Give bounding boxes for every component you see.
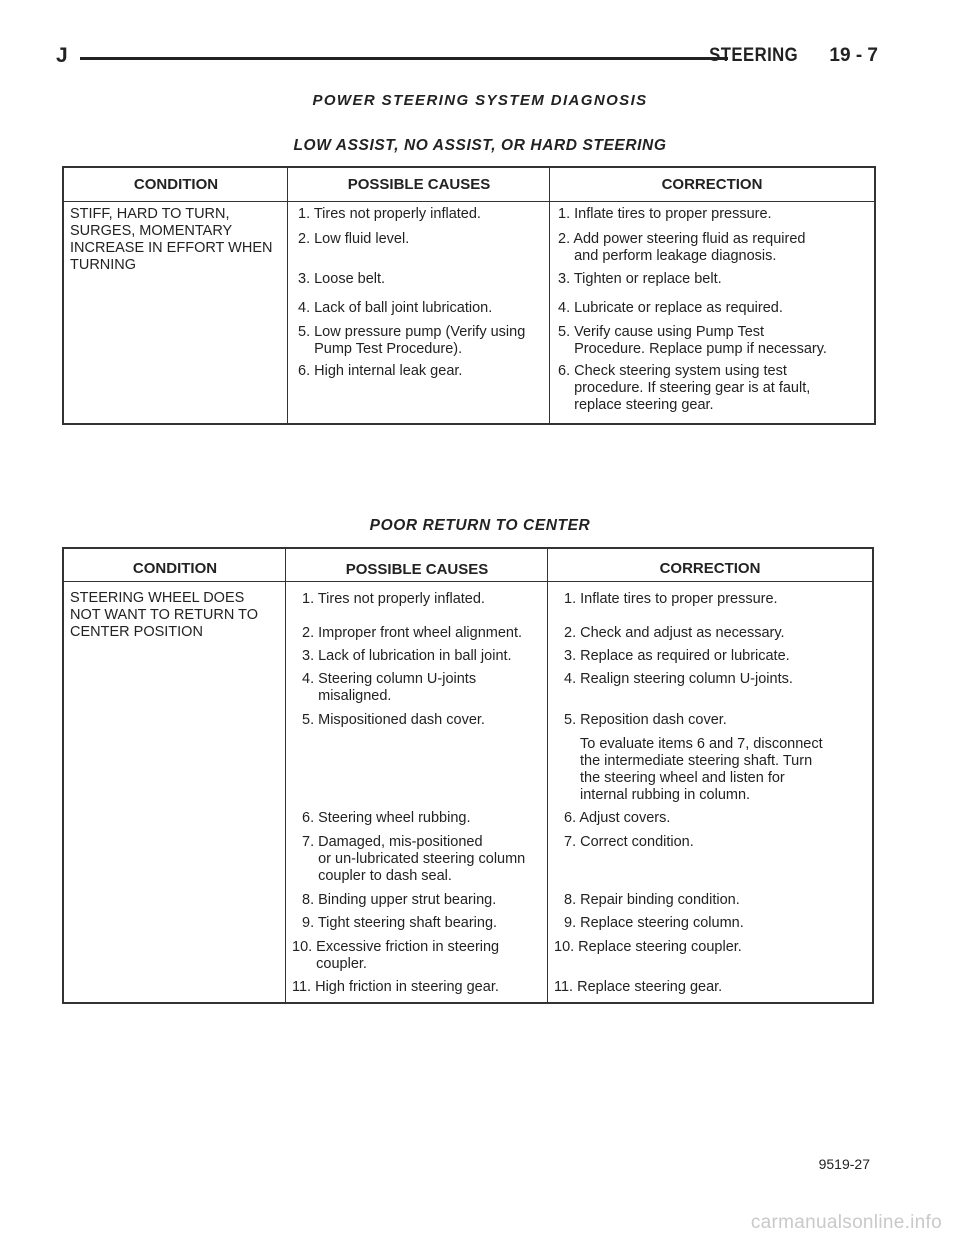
table1-header-causes: POSSIBLE CAUSES bbox=[347, 176, 491, 193]
table1-divider bbox=[287, 168, 288, 423]
table2-correction-3: 3. Replace as required or lubricate. bbox=[564, 648, 790, 664]
table2-header-rule bbox=[64, 581, 872, 582]
section-letter: J bbox=[56, 44, 68, 67]
table2-cause-5: 5. Mispositioned dash cover. bbox=[302, 712, 485, 728]
table1-correction-2: 2. Add power steering fluid as required and perform leakage diagnosis. bbox=[558, 231, 806, 264]
page-title: POWER STEERING SYSTEM DIAGNOSIS bbox=[312, 92, 648, 109]
table1 bbox=[62, 166, 876, 425]
page-header bbox=[56, 44, 878, 74]
table2-correction-1: 1. Inflate tires to proper pressure. bbox=[564, 591, 778, 607]
table2-cause-3: 3. Lack of lubrication in ball joint. bbox=[302, 648, 512, 664]
table2-divider bbox=[285, 549, 286, 1002]
table2-cause-10: 10. Excessive friction in steering coupler. bbox=[292, 939, 500, 972]
table1-cause-2: 2. Low fluid level. bbox=[298, 231, 410, 247]
table2-cause-1: 1. Tires not properly inflated. bbox=[302, 591, 485, 607]
table1-correction-3: 3. Tighten or replace belt. bbox=[558, 271, 722, 287]
table1-cause-5: 5. Low pressure pump (Verify using Pump Test Procedure). bbox=[298, 324, 526, 357]
table2-cause-9: 9. Tight steering shaft bearing. bbox=[302, 915, 498, 931]
table2-cause-4: 4. Steering column U-joints misaligned. bbox=[302, 671, 477, 704]
table2-header-correction: CORRECTION bbox=[659, 560, 761, 577]
table2-correction-10: 10. Replace steering coupler. bbox=[554, 939, 742, 955]
table1-title: LOW ASSIST, NO ASSIST, OR HARD STEERING bbox=[293, 137, 667, 154]
table1-correction-5: 5. Verify cause using Pump Test Procedure. Replace pump if necessary. bbox=[558, 324, 827, 357]
table2-correction-2: 2. Check and adjust as necessary. bbox=[564, 625, 785, 641]
table1-header-correction: CORRECTION bbox=[661, 176, 763, 193]
table1-header-condition: CONDITION bbox=[133, 176, 219, 193]
table2-header-causes: POSSIBLE CAUSES bbox=[345, 561, 489, 578]
table1-correction-4: 4. Lubricate or replace as required. bbox=[558, 300, 783, 316]
header-rule bbox=[80, 57, 728, 60]
table1-correction-1: 1. Inflate tires to proper pressure. bbox=[558, 206, 772, 222]
table2-correction-5: 5. Reposition dash cover. bbox=[564, 712, 727, 728]
table1-header-rule bbox=[64, 201, 874, 202]
table1-cause-1: 1. Tires not properly inflated. bbox=[298, 206, 481, 222]
table1-cause-6: 6. High internal leak gear. bbox=[298, 363, 463, 379]
table2-cause-7: 7. Damaged, mis-positioned or un-lubricated steering column coupler to dash seal. bbox=[302, 834, 526, 884]
table2-divider bbox=[547, 549, 548, 1002]
table1-divider bbox=[549, 168, 550, 423]
table2-header-condition: CONDITION bbox=[132, 560, 218, 577]
section-name: STEERING bbox=[709, 45, 798, 66]
table2-cause-6: 6. Steering wheel rubbing. bbox=[302, 810, 471, 826]
table1-condition: STIFF, HARD TO TURN, SURGES, MOMENTARY INCREASE IN EFFORT WHEN TURNING bbox=[70, 206, 273, 273]
table1-cause-3: 3. Loose belt. bbox=[298, 271, 386, 287]
figure-code: 9519-27 bbox=[818, 1156, 870, 1172]
table1-correction-6: 6. Check steering system using test procedure. If steering gear is at fault, replace steering gear. bbox=[558, 363, 811, 413]
table2-cause-11: 11. High friction in steering gear. bbox=[292, 979, 499, 995]
table2-cause-2: 2. Improper front wheel alignment. bbox=[302, 625, 523, 641]
table2-evaluation-note: To evaluate items 6 and 7, disconnect the intermediate steering shaft. Turn the steering wheel and listen for internal rubbing in column. bbox=[580, 736, 823, 803]
page-number: 19 - 7 bbox=[829, 45, 878, 66]
table2-condition: STEERING WHEEL DOES NOT WANT TO RETURN TO CENTER POSITION bbox=[70, 590, 258, 640]
table2-correction-11: 11. Replace steering gear. bbox=[554, 979, 723, 995]
table2-correction-7: 7. Correct condition. bbox=[564, 834, 694, 850]
table2-correction-8: 8. Repair binding condition. bbox=[564, 892, 740, 908]
table2-cause-8: 8. Binding upper strut bearing. bbox=[302, 892, 497, 908]
table2-title: POOR RETURN TO CENTER bbox=[369, 517, 591, 534]
table2-correction-9: 9. Replace steering column. bbox=[564, 915, 744, 931]
table1-cause-4: 4. Lack of ball joint lubrication. bbox=[298, 300, 493, 316]
table2 bbox=[62, 547, 874, 1004]
table2-correction-4: 4. Realign steering column U-joints. bbox=[564, 671, 793, 687]
table2-correction-6: 6. Adjust covers. bbox=[564, 810, 671, 826]
watermark: carmanualsonline.info bbox=[750, 1212, 942, 1233]
